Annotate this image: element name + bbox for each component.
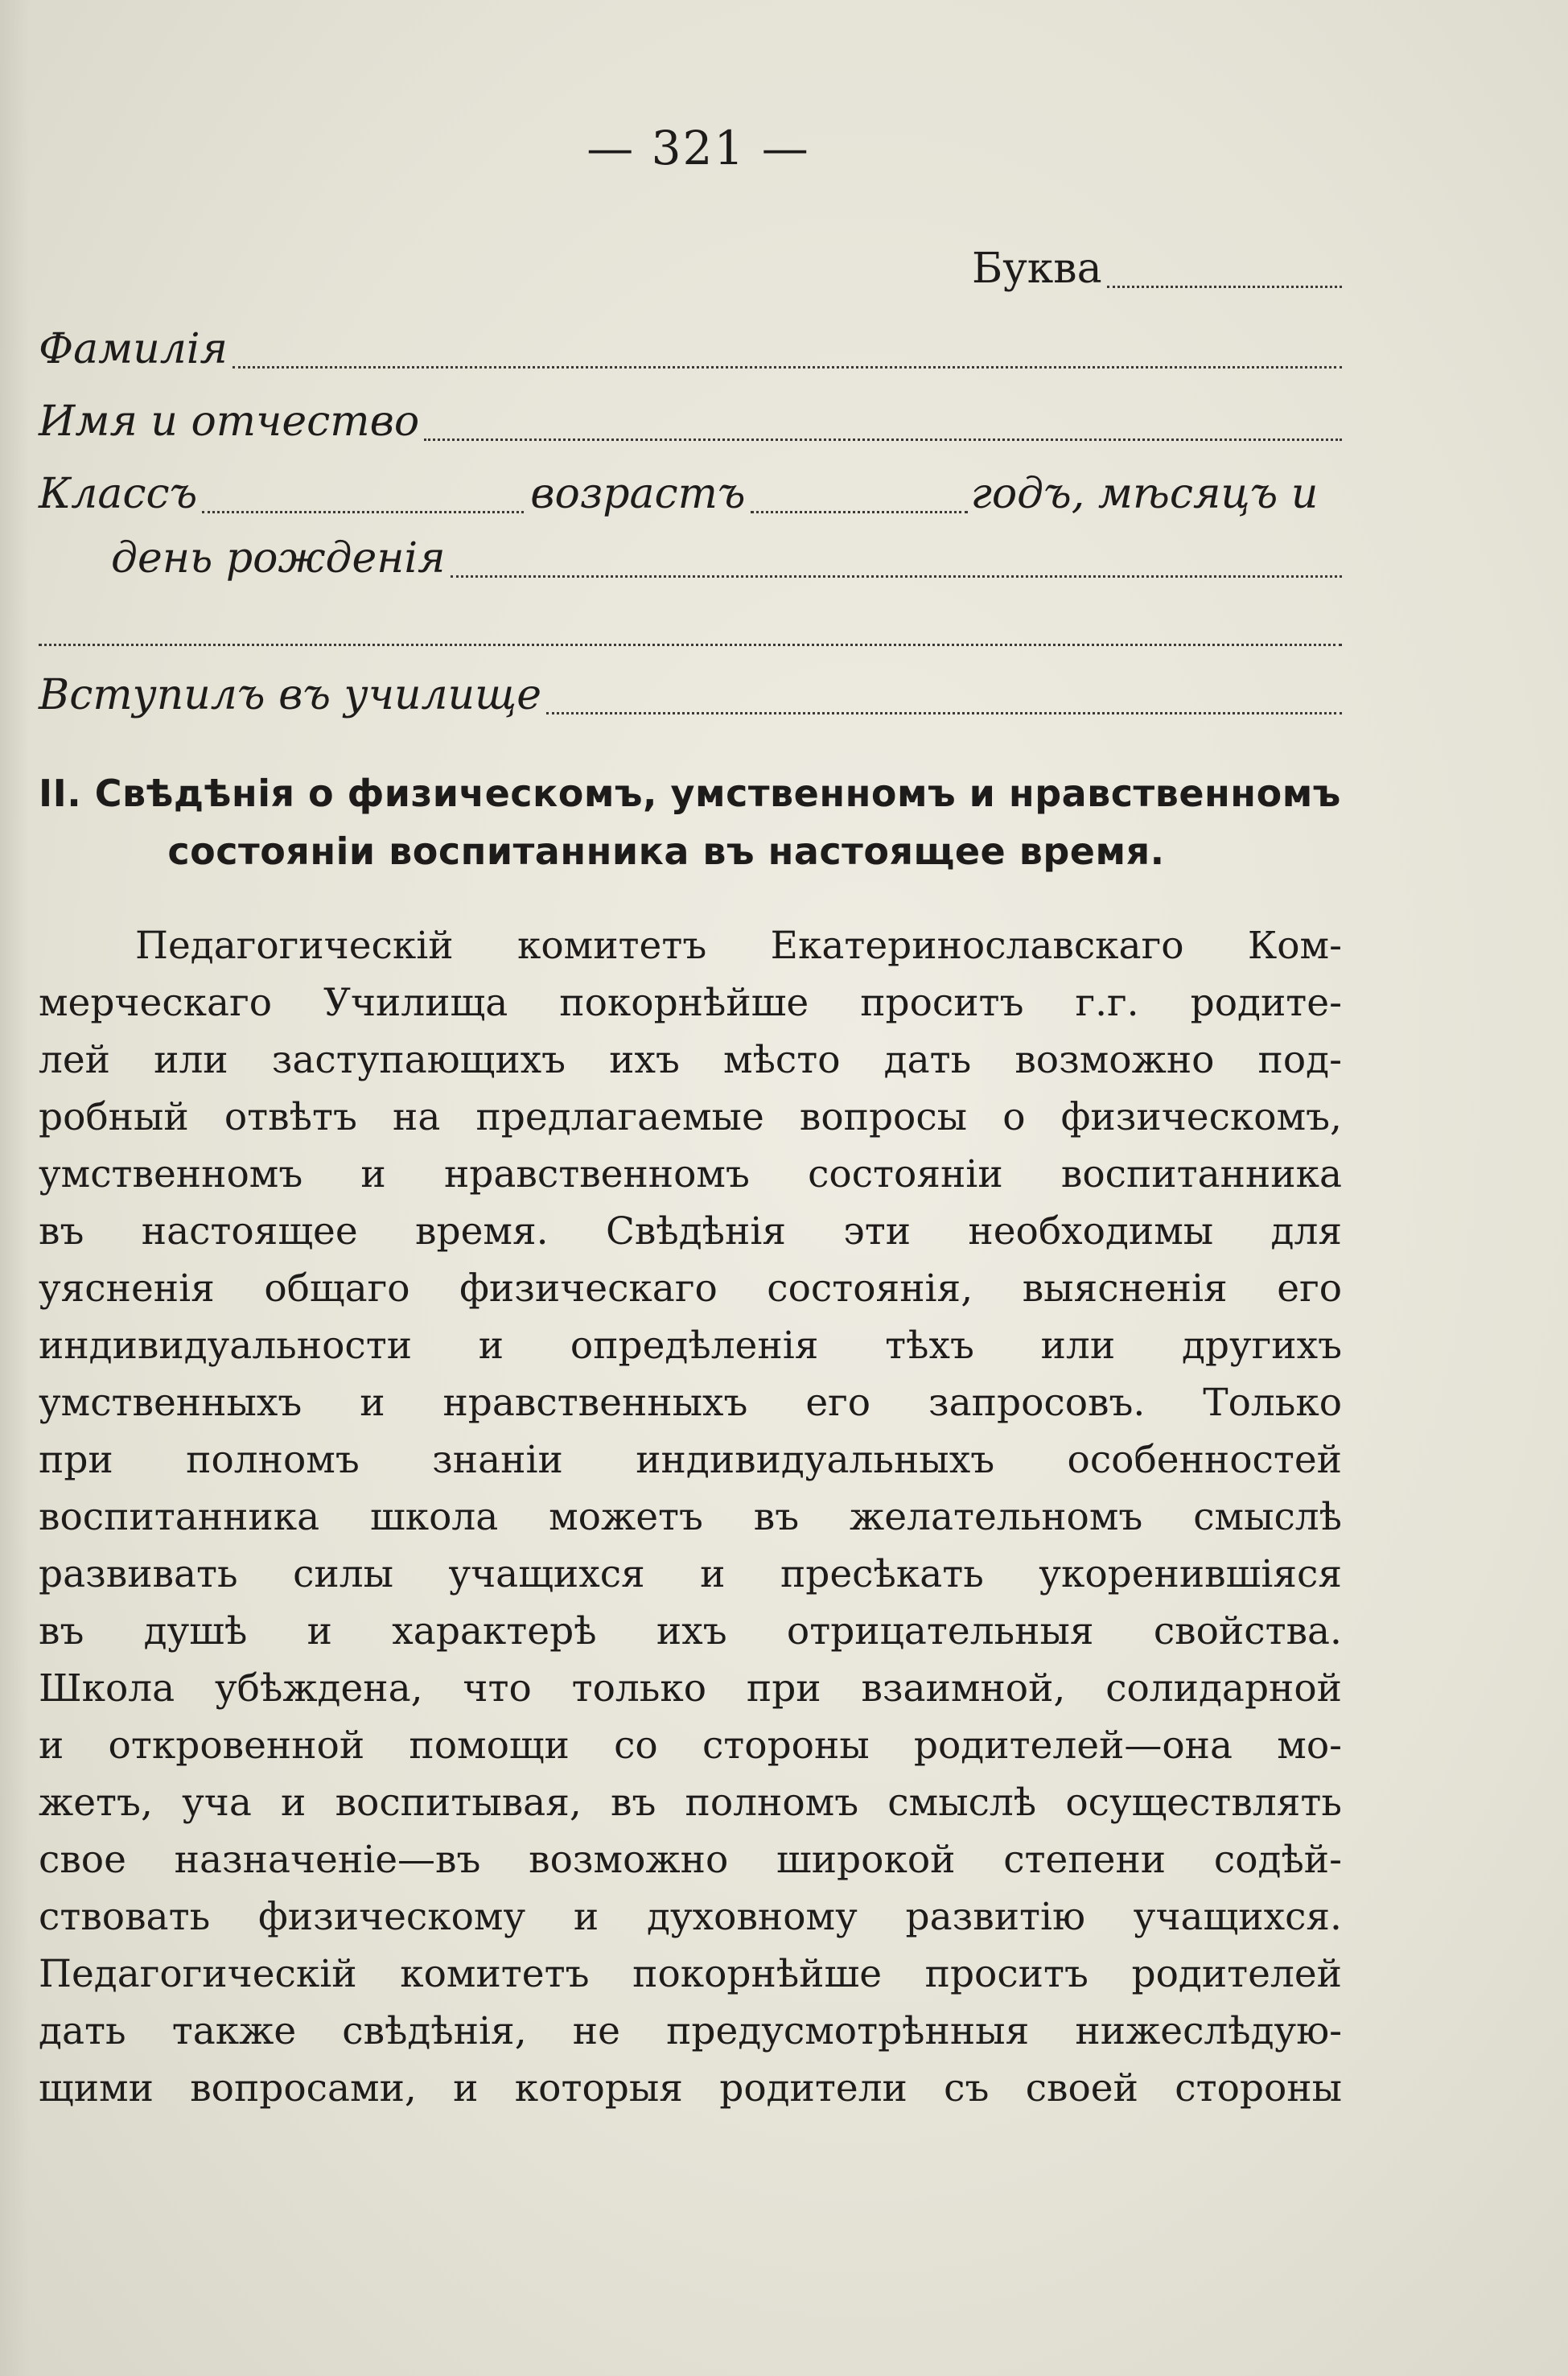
letter-label: Буква: [972, 245, 1102, 293]
name-label: Имя и отчество: [39, 397, 420, 446]
birthday-row: [111, 523, 1342, 587]
body-line: развивать силы учащихся и пресѣкать укоренившіяся: [39, 1552, 1342, 1596]
birthday-continuation-row: [39, 591, 1342, 656]
body-line: при полномъ знаніи индивидуальныхъ особенностей: [39, 1438, 1342, 1482]
body-line: Педагогическій комитетъ Екатеринославскаго Ком-: [135, 924, 1342, 968]
name-field[interactable]: [424, 439, 1342, 441]
letter-row: [972, 233, 1342, 298]
entered-row: [39, 660, 1342, 724]
body-line: свое назначеніе—въ возможно широкой степени содѣй-: [39, 1838, 1342, 1882]
body-line: Педагогическій комитетъ покорнѣйше проситъ родителей: [39, 1952, 1342, 1996]
body-line: уясненія общаго физическаго состоянія, выясненія его: [39, 1266, 1342, 1311]
letter-field[interactable]: [1107, 286, 1342, 288]
age-label: возрастъ: [530, 470, 746, 518]
surname-label: Фамилія: [39, 325, 228, 373]
body-line: умственныхъ и нравственныхъ его запросовъ. Только: [39, 1381, 1342, 1425]
body-line: дать также свѣдѣнія, не предусмотрѣнныя нижеслѣдую-: [39, 2009, 1342, 2053]
entered-field[interactable]: [546, 712, 1342, 714]
body-paragraph: [39, 917, 1342, 2117]
birthday-label: день рожденія: [111, 534, 446, 583]
surname-row: [39, 314, 1342, 378]
section-heading: [39, 764, 1342, 880]
class-label: Классъ: [39, 470, 198, 518]
book-page: [39, 0, 1358, 2376]
name-row: [39, 386, 1342, 451]
body-line: мерческаго Училища покорнѣйше проситъ г.г. родите-: [39, 981, 1342, 1025]
body-line: индивидуальности и опредѣленія тѣхъ или другихъ: [39, 1324, 1342, 1368]
section-title-line-1: II. Свѣдѣнія о физическомъ, умственномъ и нравственномъ: [39, 772, 1341, 815]
page-binding-shadow: [0, 0, 29, 2376]
section-title-line-2: состояніи воспитанника въ настоящее время.: [167, 830, 1165, 873]
body-line: и откровенной помощи со стороны родителей—она мо-: [39, 1723, 1342, 1768]
class-age-row: [39, 459, 1342, 523]
page-number: — 321 —: [586, 121, 810, 175]
body-line: въ настоящее время. Свѣдѣнія эти необходимы для: [39, 1209, 1342, 1254]
body-line: воспитанника школа можетъ въ желательномъ смыслѣ: [39, 1495, 1342, 1539]
body-line: щими вопросами, и которыя родители съ своей стороны: [39, 2066, 1342, 2110]
body-line: жетъ, уча и воспитывая, въ полномъ смыслѣ осуществлять: [39, 1781, 1342, 1825]
body-line: умственномъ и нравственномъ состояніи воспитанника: [39, 1152, 1342, 1196]
surname-field[interactable]: [233, 366, 1342, 369]
age-field[interactable]: [751, 511, 968, 513]
birthday-continuation-field[interactable]: [39, 644, 1342, 646]
class-field[interactable]: [202, 511, 524, 513]
entered-label: Вступилъ въ училище: [39, 671, 541, 719]
body-line: въ душѣ и характерѣ ихъ отрицательныя свойства.: [39, 1609, 1342, 1653]
body-line: Школа убѣждена, что только при взаимной, солидарной: [39, 1666, 1342, 1711]
body-line: робный отвѣтъ на предлагаемые вопросы о физическомъ,: [39, 1095, 1342, 1139]
year-label: годъ, мѣсяцъ и: [970, 470, 1319, 518]
body-line: ствовать физическому и духовному развитію учащихся.: [39, 1895, 1342, 1939]
body-line: лей или заступающихъ ихъ мѣсто дать возможно под-: [39, 1038, 1342, 1082]
birthday-field[interactable]: [451, 575, 1342, 578]
